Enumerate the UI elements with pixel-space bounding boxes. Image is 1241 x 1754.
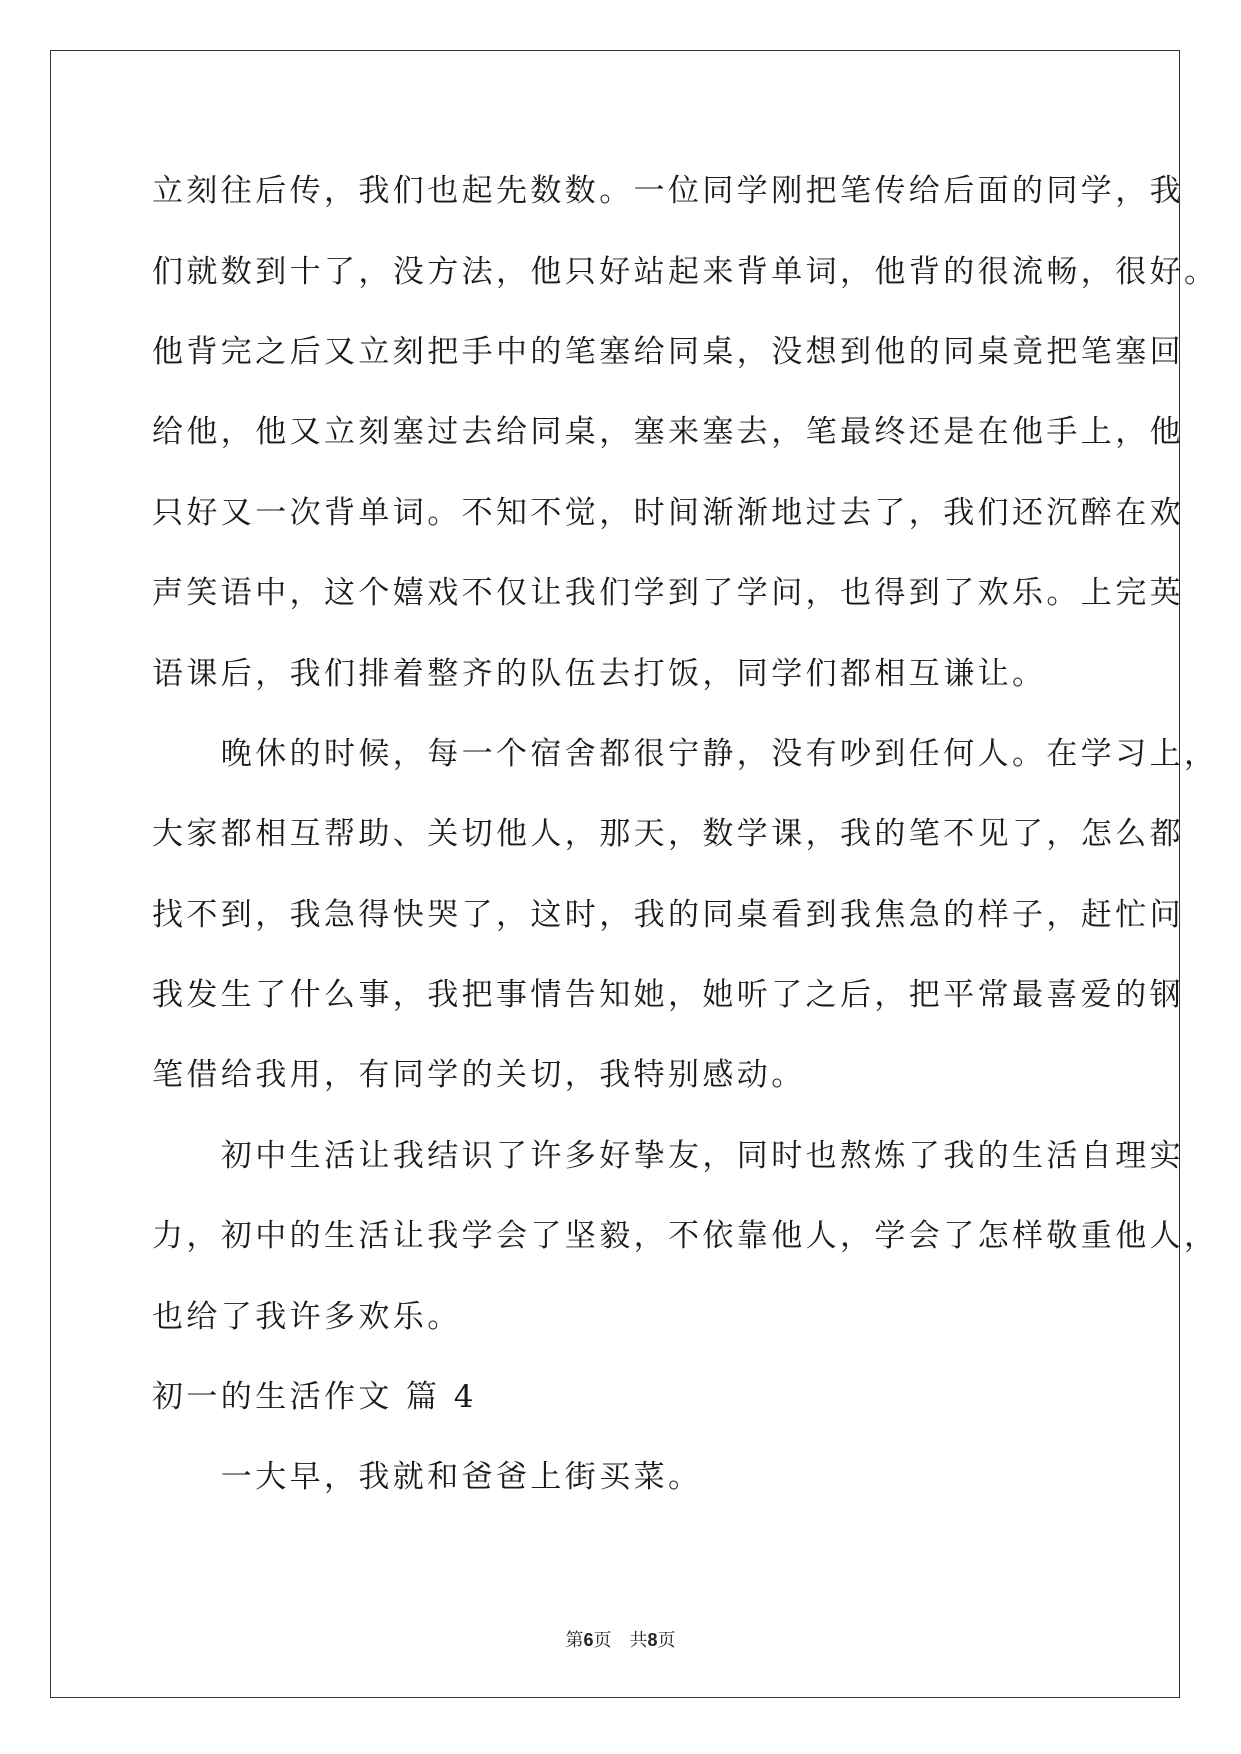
footer-prefix: 第 bbox=[565, 1630, 584, 1651]
text-line: 大家都相互帮助、关切他人，那天，数学课，我的笔不见了，怎么都 bbox=[152, 816, 1184, 852]
text-line: 声笑语中，这个嬉戏不仅让我们学到了学问，也得到了欢乐。上完英 bbox=[152, 575, 1184, 611]
text-line: 也给了我许多欢乐。 bbox=[152, 1299, 462, 1335]
text-line: 语课后，我们排着整齐的队伍去打饭，同学们都相互谦让。 bbox=[152, 656, 1047, 692]
text-line: 找不到，我急得快哭了，这时，我的同桌看到我焦急的样子，赶忙问 bbox=[152, 897, 1184, 933]
text-line: 们就数到十了，没方法，他只好站起来背单词，他背的很流畅，很好。 bbox=[152, 254, 1219, 290]
text-line: 只好又一次背单词。不知不觉，时间渐渐地过去了，我们还沉醉在欢 bbox=[152, 495, 1184, 531]
text-line: 他背完之后又立刻把手中的笔塞给同桌，没想到他的同桌竟把笔塞回 bbox=[152, 334, 1184, 370]
footer-suffix: 页 bbox=[657, 1630, 676, 1651]
page-border bbox=[50, 50, 1180, 1698]
footer-mid: 页 共 bbox=[593, 1630, 648, 1651]
page-footer bbox=[0, 1626, 1241, 1652]
text-line: 一大早，我就和爸爸上街买菜。 bbox=[152, 1459, 703, 1495]
current-page-number: 6 bbox=[583, 1630, 594, 1650]
text-line: 立刻往后传，我们也起先数数。一位同学刚把笔传给后面的同学，我 bbox=[152, 173, 1184, 209]
text-line: 晚休的时候，每一个宿舍都很宁静，没有吵到任何人。在学习上， bbox=[152, 736, 1219, 772]
text-line: 笔借给我用，有同学的关切，我特别感动。 bbox=[152, 1057, 806, 1093]
text-line: 我发生了什么事，我把事情告知她，她听了之后，把平常最喜爱的钢 bbox=[152, 977, 1184, 1013]
total-page-number: 8 bbox=[647, 1630, 658, 1650]
section-heading: 初一的生活作文 篇 4 bbox=[152, 1379, 477, 1415]
text-line: 给他，他又立刻塞过去给同桌，塞来塞去，笔最终还是在他手上，他 bbox=[152, 414, 1184, 450]
text-line: 力，初中的生活让我学会了坚毅，不依靠他人，学会了怎样敬重他人， bbox=[152, 1218, 1219, 1254]
text-line: 初中生活让我结识了许多好挚友，同时也熬炼了我的生活自理实 bbox=[152, 1138, 1184, 1174]
